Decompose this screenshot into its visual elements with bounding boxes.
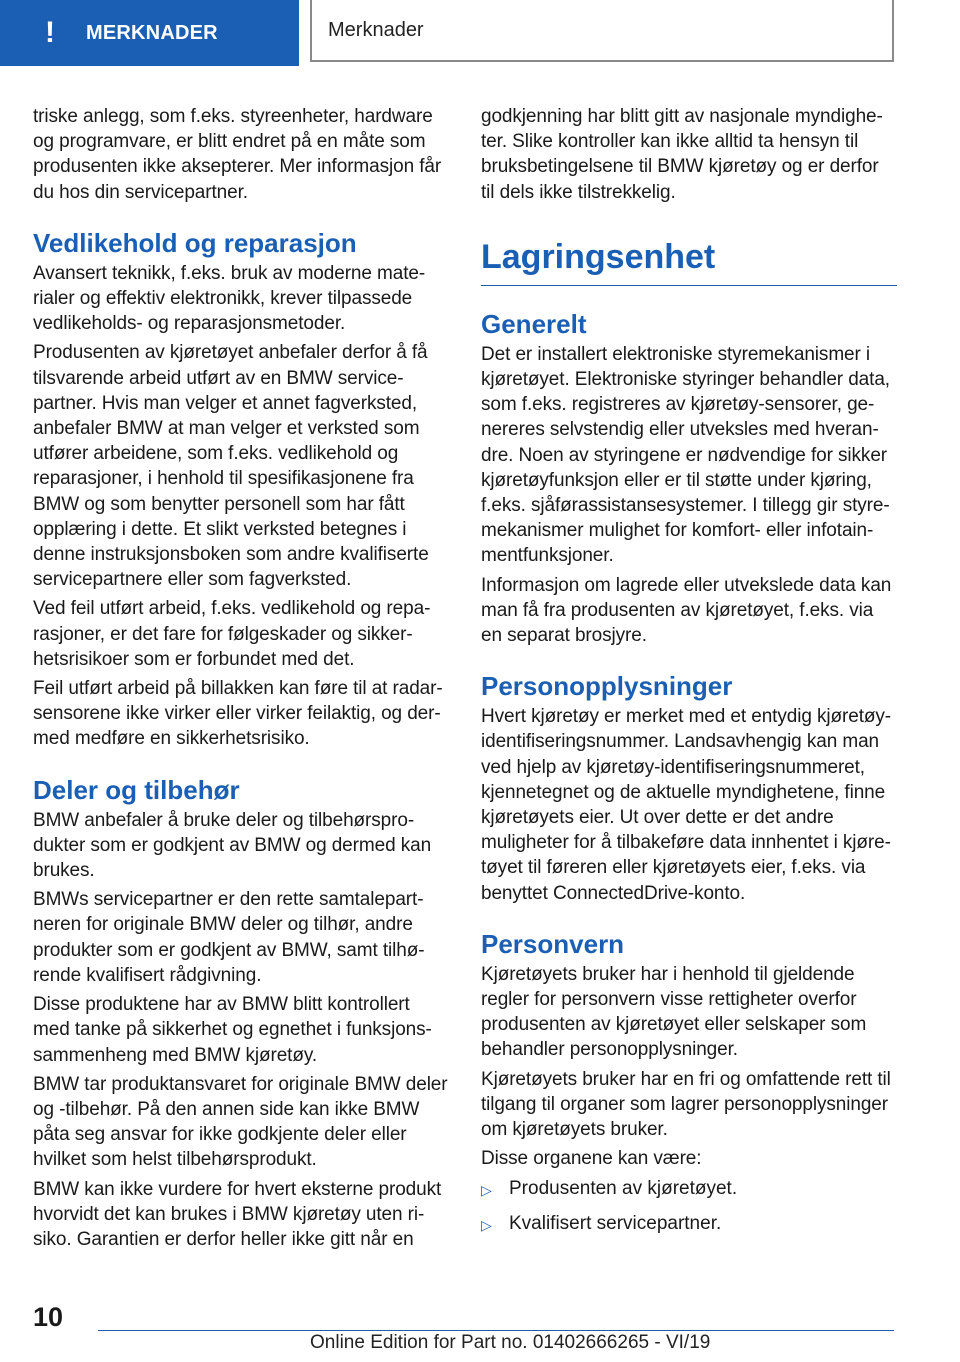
paragraph: godkjenning har blitt gitt av nasjonale myndigheter. Slike kontroller kan ikke alltid ta hensyn til bruksbetingelsene til BMW kjøretøy og er derfor til dels ikke tilstrekkelig. [481, 106, 883, 203]
left-column [33, 104, 449, 1256]
paragraph: Avansert teknikk, f.eks. bruk av moderne materialer og effektiv elektronikk, krever tilpassede vedlikeholds- og reparasjonsmetoder. [33, 262, 426, 335]
right-column [481, 104, 897, 1246]
page-number: 10 [33, 1302, 64, 1332]
bullet-list [481, 1176, 897, 1238]
paragraph: Disse organene kan være: [481, 1148, 702, 1170]
heading-vedlikehold: Vedlikehold og reparasjon [33, 227, 357, 258]
page-header [0, 0, 960, 66]
triangle-bullet-icon: ▷ [481, 1216, 492, 1233]
heading-deler: Deler og tilbehør [33, 774, 240, 805]
triangle-bullet-icon: ▷ [481, 1181, 492, 1198]
paragraph: Kjøretøyets bruker har i henhold til gjeldende regler for personvern visse rettigheter overfor produsenten av kjøretøyet eller selskaper som behandler personopplysninger. [481, 963, 867, 1061]
paragraph: Disse produktene har av BMW blitt kontrollert med tanke på sikkerhet og egnethet i funksjonssammenheng med BMW kjøretøy. [33, 994, 432, 1066]
paragraph: BMW anbefaler å bruke deler og tilbehørsprodukter som er godkjent av BMW og dermed kan brukes. [33, 809, 432, 882]
exclamation-icon: ! [45, 16, 55, 49]
paragraph: Kjøretøyets bruker har en fri og omfattende rett til tilgang til organer som lagrer personopplysninger om kjøretøyets bruker. [481, 1068, 891, 1141]
list-item [481, 1176, 897, 1203]
section-tab-label: MERKNADER [86, 21, 218, 44]
paragraph: Produsenten av kjøretøyet anbefaler derfor å få tilsvarende arbeid utført av en BMW servicepartner. Hvis man velger et annet fagverksted, anbefaler BMW at man velger et verksted som utfører arbeidene, som f.eks. vedlikehold og reparasjoner, i henhold til spesifikasjonene fra BMW og som benytter personell som har fått opplæring i dette. Et slikt verksted betegnes i denne instruksjonsboken som andre kvalifiserte servicepartnere eller som fagverksted. [33, 342, 429, 591]
paragraph: Informasjon om lagrede eller utvekslede data kan man få fra produsenten av kjøretøyet, f.eks. via en separat brosjyre. [481, 574, 892, 647]
heading-generelt: Generelt [481, 308, 587, 339]
list-item-text: Kvalifisert servicepartner. [509, 1212, 722, 1234]
edition-text: Online Edition for Part no. 01402666265 - VI/19 [310, 1332, 711, 1353]
section-tab-merknader[interactable] [0, 0, 299, 66]
list-item [481, 1211, 897, 1238]
paragraph: BMWs servicepartner er den rette samtalepartneren for originale BMW deler og tilhør, andre produkter som er godkjent av BMW, samt tilhørende kvalifisert rådgivning. [33, 889, 425, 986]
heading-lagringsenhet: Lagringsenhet [481, 235, 897, 286]
paragraph: BMW tar produktansvaret for originale BMW deler og ‑tilbehør. På den annen side kan ikke BMW påta seg ansvar for ikke godkjente deler eller hvilket som helst tilbehørsprodukt. [33, 1073, 448, 1171]
section-title: Merknader [310, 0, 894, 62]
paragraph: Hvert kjøretøy er merket med et entydig kjøretøy-identifiseringsnummer. Landsavhengig kan man ved hjelp av kjøretøy-identifiseringsnummeret, kjennetegnet og de aktuelle myndighetene, finne kjøretøyets eier. Ut over dette er det andre muligheter for å tilbakeføre data innhentet i kjøretøyet til føreren eller kjøretøyets eier, f.eks. via benyttet ConnectedDrive-konto. [481, 706, 892, 904]
paragraph: Ved feil utført arbeid, f.eks. vedlikehold og reparasjoner, er det fare for følgeskader og sikkerhetsrisikoer som er forbundet med det. [33, 598, 431, 670]
heading-personopplysninger: Personopplysninger [481, 671, 733, 702]
paragraph: triske anlegg, som f.eks. styreenheter, hardware og programvare, er blitt endret på en måte som produsenten ikke aksepterer. Mer informasjon får du hos din servicepartner. [33, 106, 442, 203]
list-item-text: Produsenten av kjøretøyet. [509, 1177, 738, 1199]
heading-personvern: Personvern [481, 928, 625, 959]
paragraph: Feil utført arbeid på billakken kan føre til at radarsensorene ikke virker eller virker feilaktig, og dermed medføre en sikkerhetsrisiko. [33, 678, 443, 750]
footer-divider [98, 1330, 894, 1331]
page-footer [0, 1300, 960, 1362]
paragraph: BMW kan ikke vurdere for hvert eksterne produkt hvorvidt det kan brukes i BMW kjøretøy uten risiko. Garantien er derfor heller ikke gitt når en [33, 1178, 442, 1250]
paragraph: Det er installert elektroniske styremekanismer i kjøretøyet. Elektroniske styringer behandler data, som f.eks. registreres av kjøretøy-sensorer, genereres selvstendig eller utveksles med hverandre. Noen av styringene er nødvendige for sikker kjøretøyfunksjon eller er til støtte under kjøring, f.eks. sjåførassistansesystemer. I tillegg gir styremekanismer mulighet for komfort- eller infotainmentfunksjoner. [481, 343, 890, 567]
